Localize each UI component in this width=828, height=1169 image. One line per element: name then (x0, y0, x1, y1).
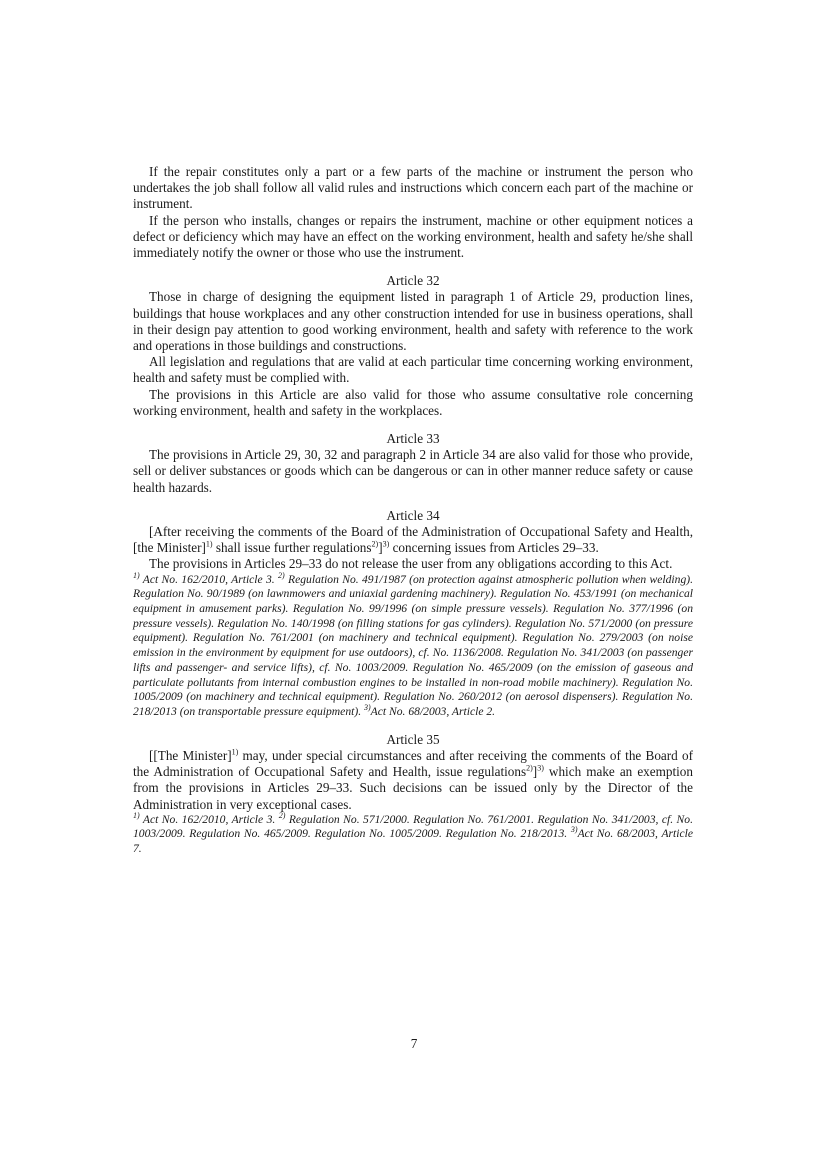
page-number: 7 (410, 1036, 418, 1051)
article-32-paragraph-1: Those in charge of designing the equipment listed in paragraph 1 of Article 29, production lines, buildings that house workplaces and any other construction intended for use in business operations, shall in their design pay attention to good working environment, health and safety with reference to the work and operations in those buildings and constructions. (133, 289, 693, 354)
intro-paragraph-2: If the person who installs, changes or repairs the instrument, machine or other equipment notices a defect or deficiency which may have an effect on the working environment, health and safety he/she shall immediately notify the owner or those who use the instrument. (133, 212, 693, 261)
article-34-heading: Article 34 (386, 507, 440, 523)
footnote-ref: 2) (371, 539, 379, 549)
article-35-heading: Article 35 (386, 731, 440, 747)
article-34-paragraph-1: [After receiving the comments of the Board of the Administration of Occupational Safety and Health, [the Minister]$^{1)}$ shall issue further regulations$^{2)}$]$^{3)}$ concerning issues from Articles 29–33. (133, 524, 693, 556)
footnote-ref: 2) (526, 763, 533, 773)
article-33-heading: Article 33 (386, 431, 440, 447)
footnote-ref: 3) (537, 763, 544, 773)
article-33-paragraph-1: The provisions in Article 29, 30, 32 and paragraph 2 in Article 34 are also valid for those who provide, sell or deliver substances or goods which can be dangerous or can in other manner reduce safety or cause health hazards. (133, 447, 693, 495)
intro-paragraph-1: If the repair constitutes only a part or a few parts of the machine or instrument the person who undertakes the job shall follow all valid rules and instructions which concern each part of the machine or instrument. (133, 164, 693, 212)
article-34-paragraph-2: The provisions in Articles 29–33 do not release the user from any obligations according to this Act. (149, 556, 673, 572)
article-34-footnotes: $^{1)}$ Act No. 162/2010, Article 3. $^{2)}$ Regulation No. 491/1987 (on protection against atmospheric pollution when welding). Regulation No. 90/1989 (on lawnmowers and uniaxial gardening machinery). Regulation No. 453/1991 (on mechanical equipment in amusement parks). Regulation No. 99/1996 (on simple pressure vessels). Regulation No. 377/1996 (on pressure vessels). Regulation No. 140/1998 (on filling stations for gas cylinders). Regulation No. 571/2000 (on pressure equipment). Regulation No. 761/2001 (on machinery and technical equipment). Regulation No. 279/2003 (on noise emission in the environment by equipment for use outdoors), cf. No. 1136/2008. Regulation No. 341/2003 (on passenger lifts and passenger- and service lifts), cf. No. 1003/2009. Regulation No. 465/2009 (on the emission of gaseous and particulate pollutants from internal combustion engines to be installed in non-road mobile machinery). Regulation No. 1005/2009 (on machinery and technical equipment). Regulation No. 260/2012 (on aerosol dispensers). Regulation No. 218/2013 (on transportable pressure equipment). $^{3)}$Act No. 68/2003, Article 2. (133, 570, 693, 718)
footnote-ref: 3) (382, 539, 390, 549)
article-32-paragraph-3: The provisions in this Article are also valid for those who assume consultative role concerning working environment, health and safety in the workplaces. (133, 386, 693, 418)
article-35-footnotes: $^{1)}$ Act No. 162/2010, Article 3. $^{2)}$ Regulation No. 571/2000. Regulation No. 761/2001. Regulation No. 341/2003, cf. No. 1003/2009. Regulation No. 465/2009. Regulation No. 1005/2009. Regulation No. 218/2013. $^{3)}$Act No. 68/2003, Article 7. (133, 810, 693, 856)
article-32-heading: Article 32 (386, 273, 440, 289)
footnote-ref: 1) (231, 747, 239, 757)
article-35-paragraph-1: [[The Minister]$^{1)}$ may, under special circumstances and after receiving the comments of the Board of the Administration of Occupational Safety and Health, issue regulations$^{2)}$]$^{3)}$ which make an exemption from the provisions in Articles 29–33. Such decisions can be issued only by the Director of the Administration in very exceptional cases. (133, 747, 693, 812)
page-body (133, 164, 693, 857)
footnote-ref: 1) (205, 539, 213, 549)
article-32-paragraph-2: All legislation and regulations that are valid at each particular time concerning working environment, health and safety must be complied with. (133, 354, 693, 386)
